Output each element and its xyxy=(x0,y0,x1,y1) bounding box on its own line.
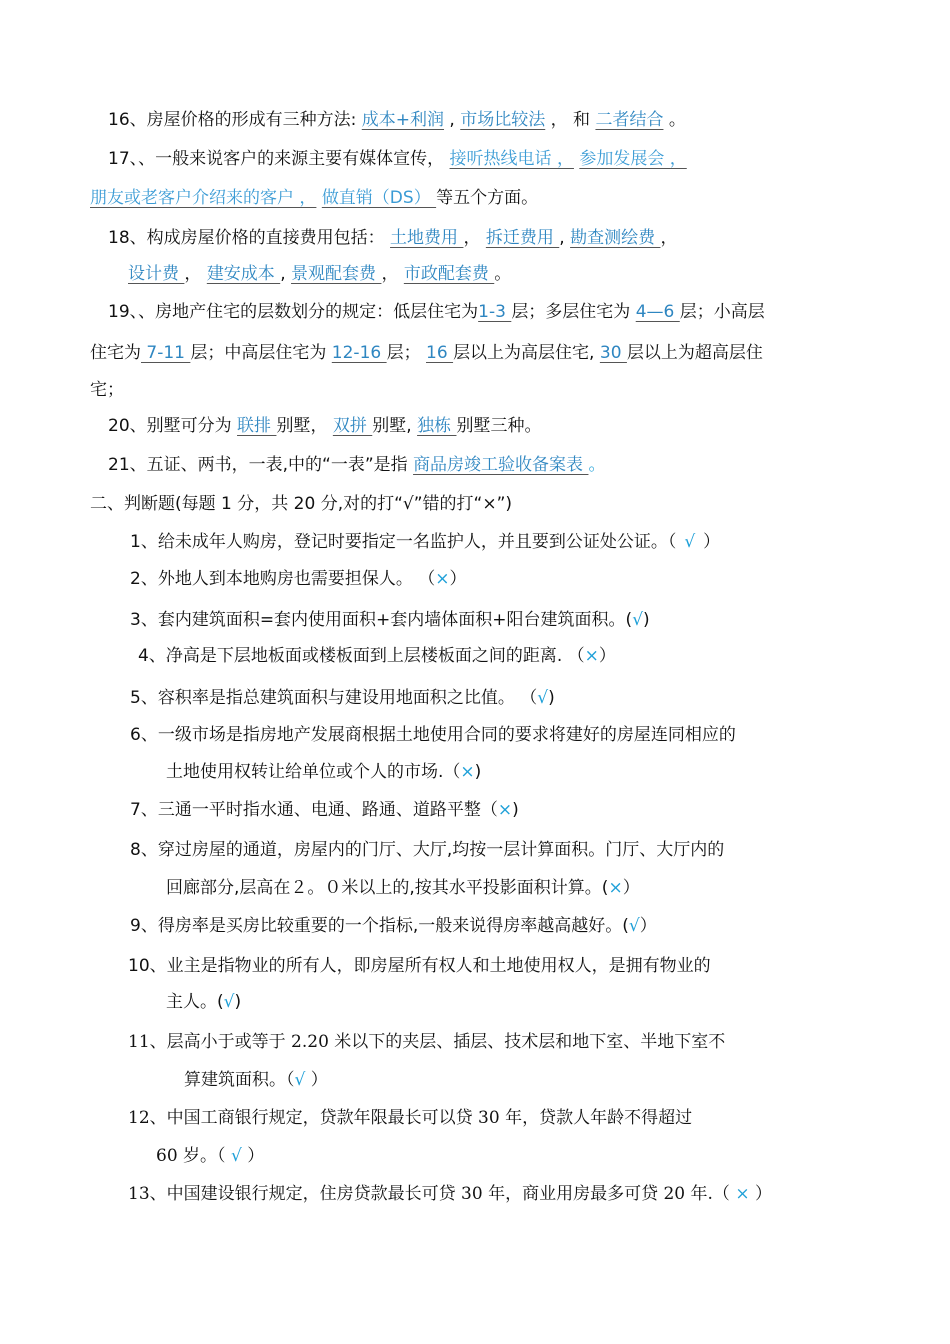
question-text: 宅； xyxy=(90,380,124,400)
separator: ) xyxy=(512,800,519,820)
answer-mark: √ xyxy=(628,916,640,936)
answer-mark: √ xyxy=(230,1146,242,1166)
judge-item-10-cont xyxy=(166,990,241,1014)
question-text: 6、一级市场是指房地产发展商根据土地使用合同的要求将建好的房屋连同相应的 xyxy=(130,725,736,745)
judge-item-8-cont xyxy=(166,876,640,900)
answer-mark: × xyxy=(735,1184,750,1204)
question-19 xyxy=(108,300,765,324)
judge-item-3 xyxy=(130,608,650,632)
answer-blank: 30 xyxy=(599,343,627,363)
question-text: 别墅， xyxy=(276,416,333,436)
answer-blank: 设计费 xyxy=(128,264,185,284)
question-text: 20、别墅可分为 xyxy=(108,416,238,436)
answer-blank: 市政配套费 xyxy=(403,264,495,284)
answer-blank: 1-3 xyxy=(478,302,512,322)
question-text: 层以上为超高层住 xyxy=(626,343,763,363)
answer-blank: 二者结合 xyxy=(595,110,664,130)
question-20 xyxy=(108,414,541,438)
answer-blank: 景观配套费 xyxy=(291,264,382,284)
question-text: 5、容积率是指总建筑面积与建设用地面积之比值。 （ xyxy=(130,688,538,708)
separator: 。 xyxy=(588,455,606,475)
answer-mark: × xyxy=(435,569,450,589)
separator: ） xyxy=(639,916,657,936)
question-text: 别墅, xyxy=(372,416,418,436)
answer-blank: 双拼 xyxy=(332,416,373,436)
answer-mark: × xyxy=(608,878,623,898)
question-text: 10、业主是指物业的所有人，即房屋所有权人和土地使用权人，是拥有物业的 xyxy=(128,956,711,976)
question-text: 4、净高是下层地板面或楼板面到上层楼板面之间的距离. （ xyxy=(138,646,585,666)
answer-mark: × xyxy=(497,800,513,820)
separator: ， xyxy=(660,228,678,248)
judge-item-6-cont xyxy=(166,760,481,784)
judge-item-2 xyxy=(130,567,466,591)
separator: ， xyxy=(381,264,404,284)
separator: ) xyxy=(548,688,555,708)
separator: ， xyxy=(463,228,486,248)
answer-mark: √ xyxy=(537,688,549,708)
answer-blank: 独栋 xyxy=(417,416,457,436)
answer-blank: 成本+利润 xyxy=(361,110,445,130)
judge-item-9 xyxy=(130,914,657,938)
separator: 。 xyxy=(663,110,686,130)
question-text: 回廊部分,层高在２。０米以上的,按其水平投影面积计算。( xyxy=(166,878,609,898)
answer-blank: 朋友或老客户介绍来的客户 ， xyxy=(90,188,317,208)
section-heading: 二、判断题(每题 1 分，共 20 分,对的打“√”错的打“×”) xyxy=(90,494,513,514)
question-text: 土地使用权转让给单位或个人的市场.（ xyxy=(166,762,461,782)
answer-blank: 接听热线电话 ， xyxy=(449,149,574,169)
question-text: 13、中国建设银行规定，住房贷款最长可贷 30 年，商业用房最多可贷 20 年.（ xyxy=(128,1184,736,1204)
judge-item-6 xyxy=(130,723,736,747)
separator: , xyxy=(444,110,461,130)
question-text: 21、五证、两书，一表,中的“一表”是指 xyxy=(108,455,414,475)
answer-blank: 4—6 xyxy=(635,302,680,322)
question-text: 2、外地人到本地购房也需要担保人。 （ xyxy=(130,569,436,589)
question-text: 7、三通一平时指水通、电通、路通、道路平整（ xyxy=(130,800,498,820)
answer-blank: 拆迁费用 xyxy=(485,228,560,248)
question-19-line2 xyxy=(90,341,763,365)
separator: ， xyxy=(184,264,207,284)
judge-item-12 xyxy=(128,1106,692,1130)
question-text: 17、、一般来说客户的来源主要有媒体宣传， xyxy=(108,149,450,169)
separator: ） xyxy=(305,1070,328,1090)
separator: ） xyxy=(622,878,640,898)
judge-item-5 xyxy=(130,686,555,710)
question-text: 层；多层住宅为 xyxy=(511,302,636,322)
question-text: 别墅三种。 xyxy=(456,416,542,436)
question-text: 16、房屋价格的形成有三种方法: xyxy=(108,110,362,130)
answer-blank: 16 xyxy=(426,343,454,363)
separator: ， 和 xyxy=(545,110,596,130)
separator: ) xyxy=(643,610,650,630)
question-text: 60 岁。（ xyxy=(156,1146,231,1166)
question-19-line3 xyxy=(90,378,124,402)
question-text: 1、给未成年人购房，登记时要指定一名监护人，并且要到公证处公证。（ xyxy=(130,532,677,552)
judge-item-10 xyxy=(128,954,711,978)
question-text: 11、层高小于或等于 2.20 米以下的夹层、插层、技术层和地下室、半地下室不 xyxy=(128,1032,726,1052)
question-text: 层； xyxy=(386,343,427,363)
separator: ) xyxy=(474,762,482,782)
answer-mark: √ xyxy=(294,1070,306,1090)
separator: ) xyxy=(234,992,242,1012)
separator: , xyxy=(280,264,292,284)
question-text: 主人。( xyxy=(166,992,224,1012)
answer-blank: 商品房竣工验收备案表 xyxy=(413,455,589,475)
question-text: 等五个方面。 xyxy=(436,188,539,208)
judge-item-4 xyxy=(138,644,616,668)
answer-blank: 建安成本 xyxy=(206,264,281,284)
question-text: 层以上为高层住宅, xyxy=(453,343,600,363)
question-text: 3、套内建筑面积=套内使用面积+套内墙体面积+阳台建筑面积。( xyxy=(130,610,633,630)
separator: ） xyxy=(703,532,721,552)
separator: , xyxy=(559,228,571,248)
answer-mark: √ xyxy=(223,992,235,1012)
answer-blank: 联排 xyxy=(237,416,277,436)
separator: ） xyxy=(749,1184,772,1204)
question-16 xyxy=(108,108,686,132)
judge-item-1 xyxy=(130,530,720,554)
answer-blank: 市场比较法 xyxy=(460,110,546,130)
answer-blank: 做直销（DS） xyxy=(321,188,437,208)
answer-mark: × xyxy=(584,646,599,666)
question-text: 8、穿过房屋的通道，房屋内的门厅、大厅,均按一层计算面积。门厅、大厅内的 xyxy=(130,840,725,860)
separator: ） xyxy=(449,569,467,589)
answer-blank: 土地费用 xyxy=(390,228,464,248)
question-17-line2 xyxy=(90,186,538,210)
question-text: 19、、房地产住宅的层数划分的规定：低层住宅为 xyxy=(108,302,479,322)
answer-blank: 勘查测绘费 xyxy=(570,228,661,248)
question-text: 层；小高层 xyxy=(679,302,765,322)
separator: ） xyxy=(598,646,616,666)
answer-blank: 12-16 xyxy=(331,343,387,363)
question-18 xyxy=(108,226,677,250)
judge-item-11 xyxy=(128,1030,725,1054)
question-text: 算建筑面积。（ xyxy=(184,1070,295,1090)
question-text: 9、得房率是买房比较重要的一个指标,一般来说得房率越高越好。( xyxy=(130,916,629,936)
question-text: 住宅为 xyxy=(90,343,141,363)
judge-item-12-cont xyxy=(156,1144,264,1168)
separator: 。 xyxy=(494,264,512,284)
answer-mark: √ xyxy=(632,610,644,630)
question-text: 层；中高层住宅为 xyxy=(190,343,332,363)
question-text: 12、中国工商银行规定，贷款年限最长可以贷 30 年，贷款人年龄不得超过 xyxy=(128,1108,693,1128)
answer-blank: 7-11 xyxy=(141,343,191,363)
judge-item-8 xyxy=(130,838,724,862)
answer-mark: √ xyxy=(684,532,696,552)
judge-item-11-cont xyxy=(184,1068,328,1092)
question-21 xyxy=(108,453,605,477)
judge-item-7 xyxy=(130,798,519,822)
answer-mark: × xyxy=(460,762,475,782)
question-18-line2 xyxy=(128,262,511,286)
question-text: 18、构成房屋价格的直接费用包括： xyxy=(108,228,391,248)
question-17 xyxy=(108,147,687,171)
separator: ） xyxy=(241,1146,265,1166)
judge-item-13 xyxy=(128,1182,772,1206)
answer-blank: 参加发展会 ， xyxy=(579,149,687,169)
